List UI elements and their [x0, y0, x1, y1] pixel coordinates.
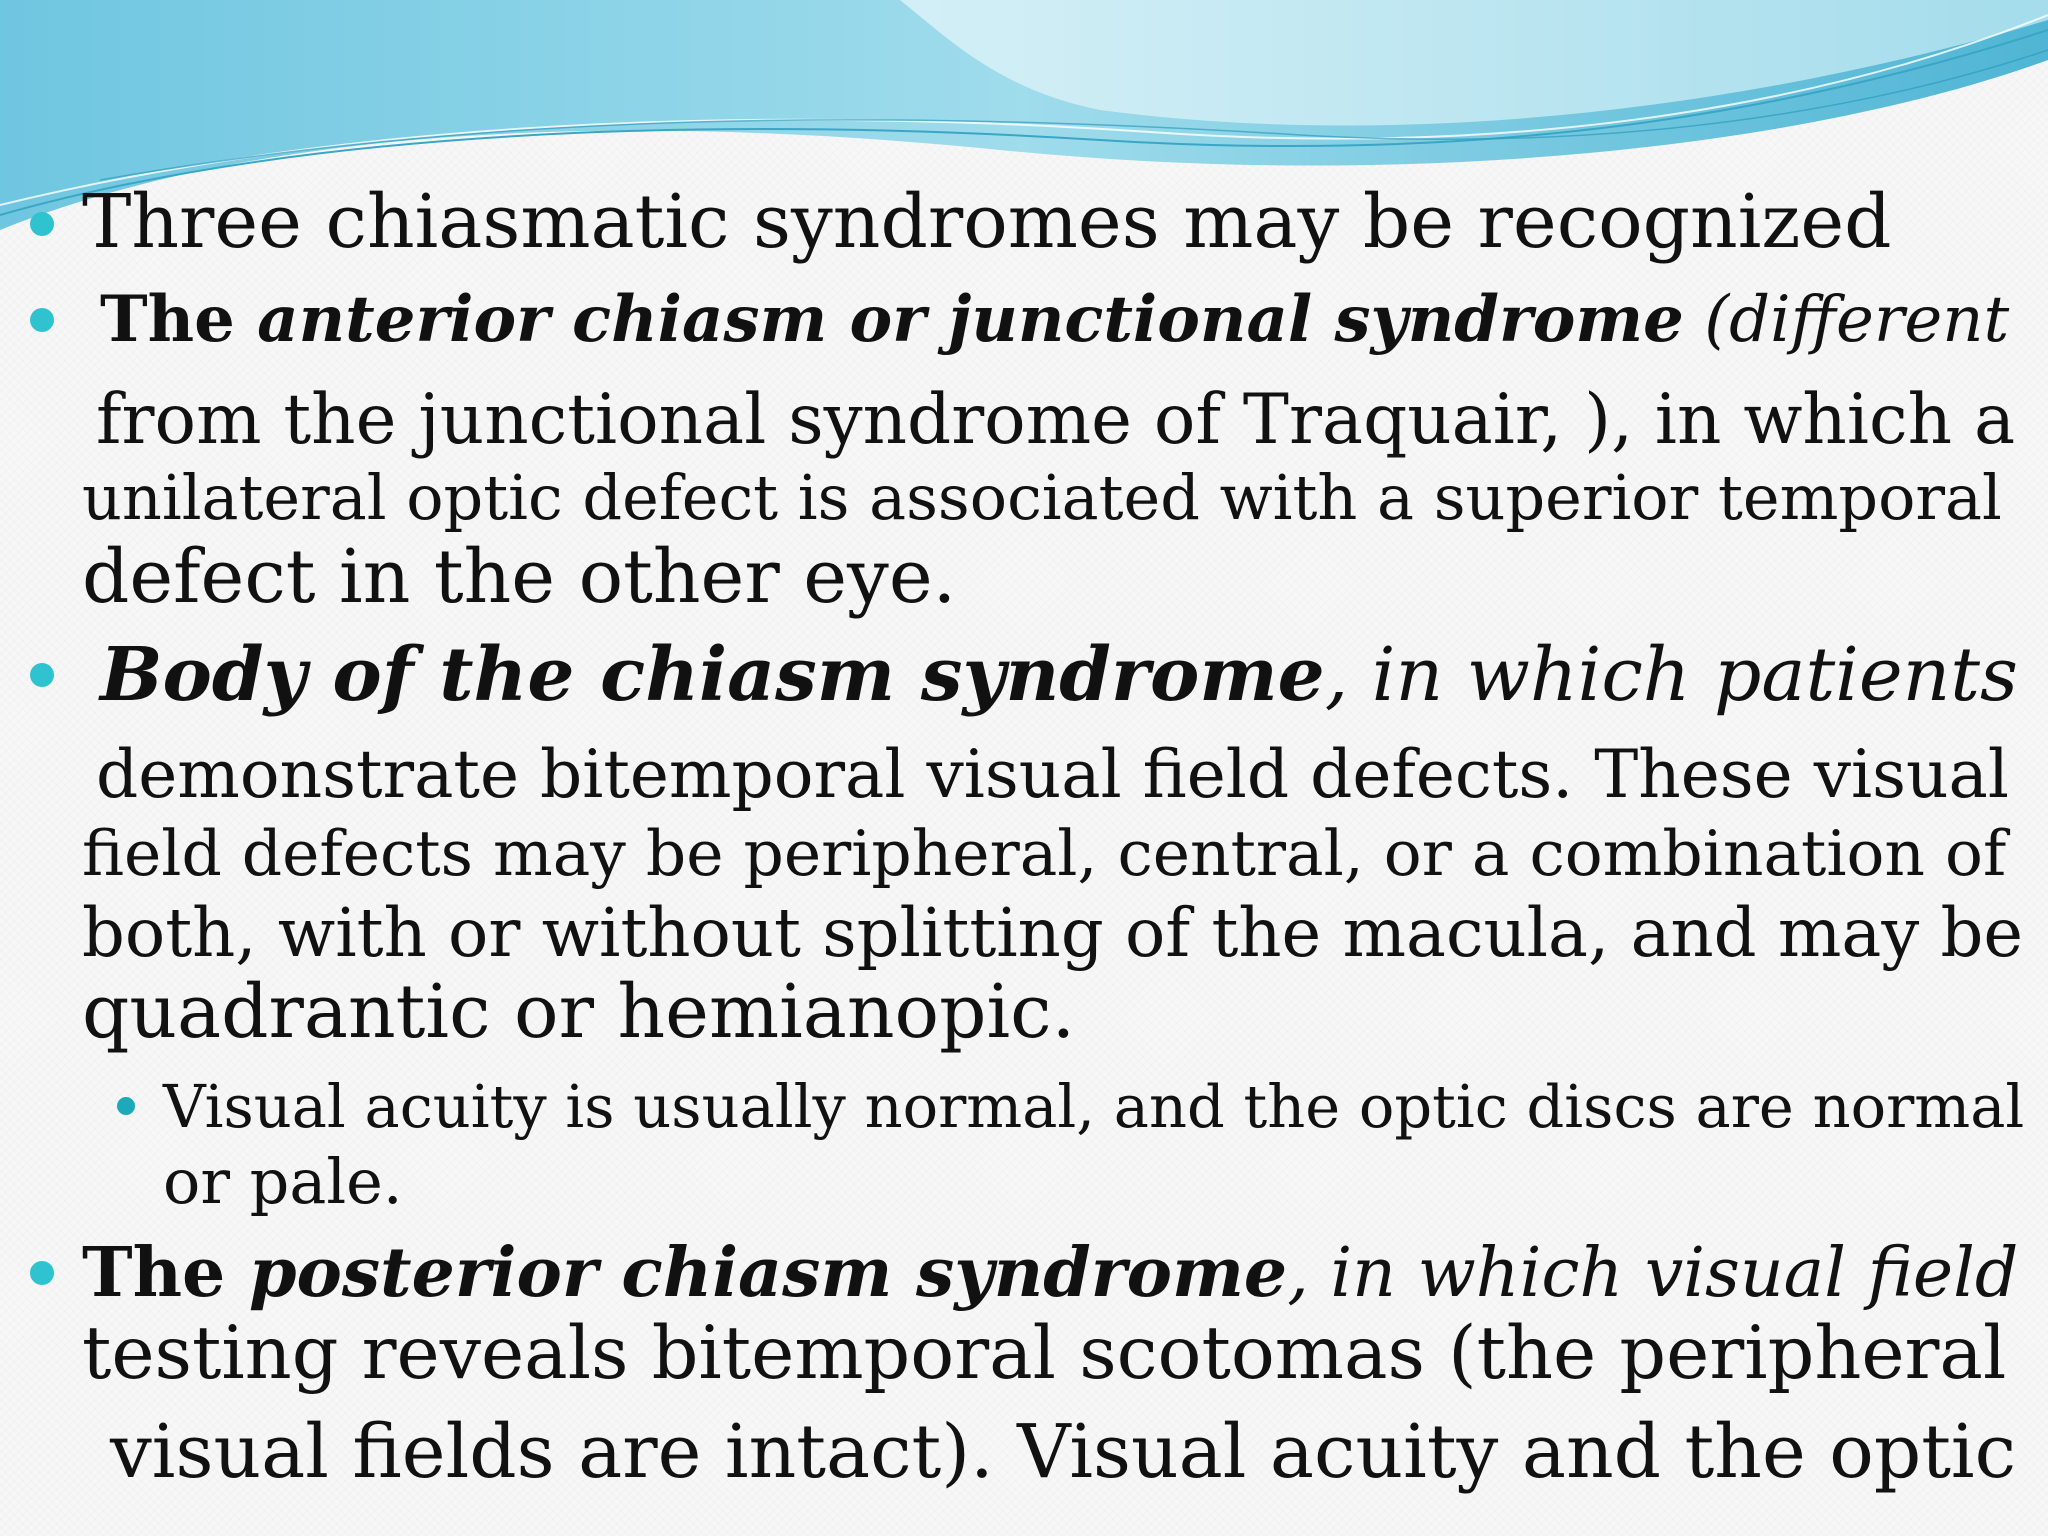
bullet-icon [30, 663, 54, 687]
bullet-icon [30, 1261, 54, 1285]
body-line-2 [96, 735, 2009, 815]
posterior-text-3: visual fields are intact). Visual acuity and the optic [110, 1409, 2017, 1495]
body-term: Body of the chiasm syndrome [100, 632, 1325, 718]
anterior-line-4 [82, 534, 957, 620]
posterior-rest: , in which visual field [1287, 1234, 2019, 1313]
body-text-5: quadrantic or hemianopic. [82, 969, 1076, 1055]
body-text-3: field defects may be peripheral, central, or a combination of [82, 817, 2007, 890]
anterior-line-1 [100, 280, 2009, 360]
posterior-term: posterior chiasm syndrome [248, 1233, 1288, 1313]
body-sub-line-2 [163, 1142, 403, 1222]
body-sub-text-1: Visual acuity is usually normal, and the optic discs are normal [163, 1072, 2025, 1141]
body-text-4: both, with or without splitting of the macula, and may be [82, 894, 2024, 972]
sub-bullet-icon [117, 1097, 135, 1115]
intro-text: Three chiasmatic syndromes may be recognized [82, 179, 1892, 265]
body-line-4 [82, 893, 2023, 973]
anterior-term: anterior chiasm or junctional syndrome [257, 282, 1684, 357]
bullet-icon [30, 308, 54, 332]
posterior-line-3 [110, 1409, 2017, 1495]
body-line-5 [82, 969, 1076, 1055]
anterior-text-2: from the junctional syndrome of Traquair, ), in which a [96, 380, 2016, 460]
body-text-2: demonstrate bitemporal visual field defects. These visual [96, 736, 2009, 813]
anterior-text-3: unilateral optic defect is associated with a superior temporal [82, 461, 2002, 534]
anterior-paren: (different [1683, 283, 2010, 357]
anterior-prefix: The [100, 282, 258, 357]
anterior-text-4: defect in the other eye. [82, 534, 957, 620]
body-line-1 [100, 632, 2019, 718]
body-rest: , in which patients [1324, 632, 2019, 718]
body-sub-text-2: or pale. [163, 1145, 403, 1218]
anterior-line-2 [96, 380, 2015, 460]
intro-line [82, 179, 1892, 265]
posterior-line-2 [82, 1311, 2007, 1396]
posterior-line-1 [82, 1233, 2018, 1314]
bullet-icon [30, 212, 54, 236]
body-sub-line-1 [163, 1067, 2024, 1147]
body-line-3 [82, 814, 2006, 894]
posterior-text-2: testing reveals bitemporal scotomas (the peripheral [82, 1311, 2007, 1396]
posterior-prefix: The [82, 1233, 249, 1313]
anterior-line-3 [82, 458, 2002, 538]
